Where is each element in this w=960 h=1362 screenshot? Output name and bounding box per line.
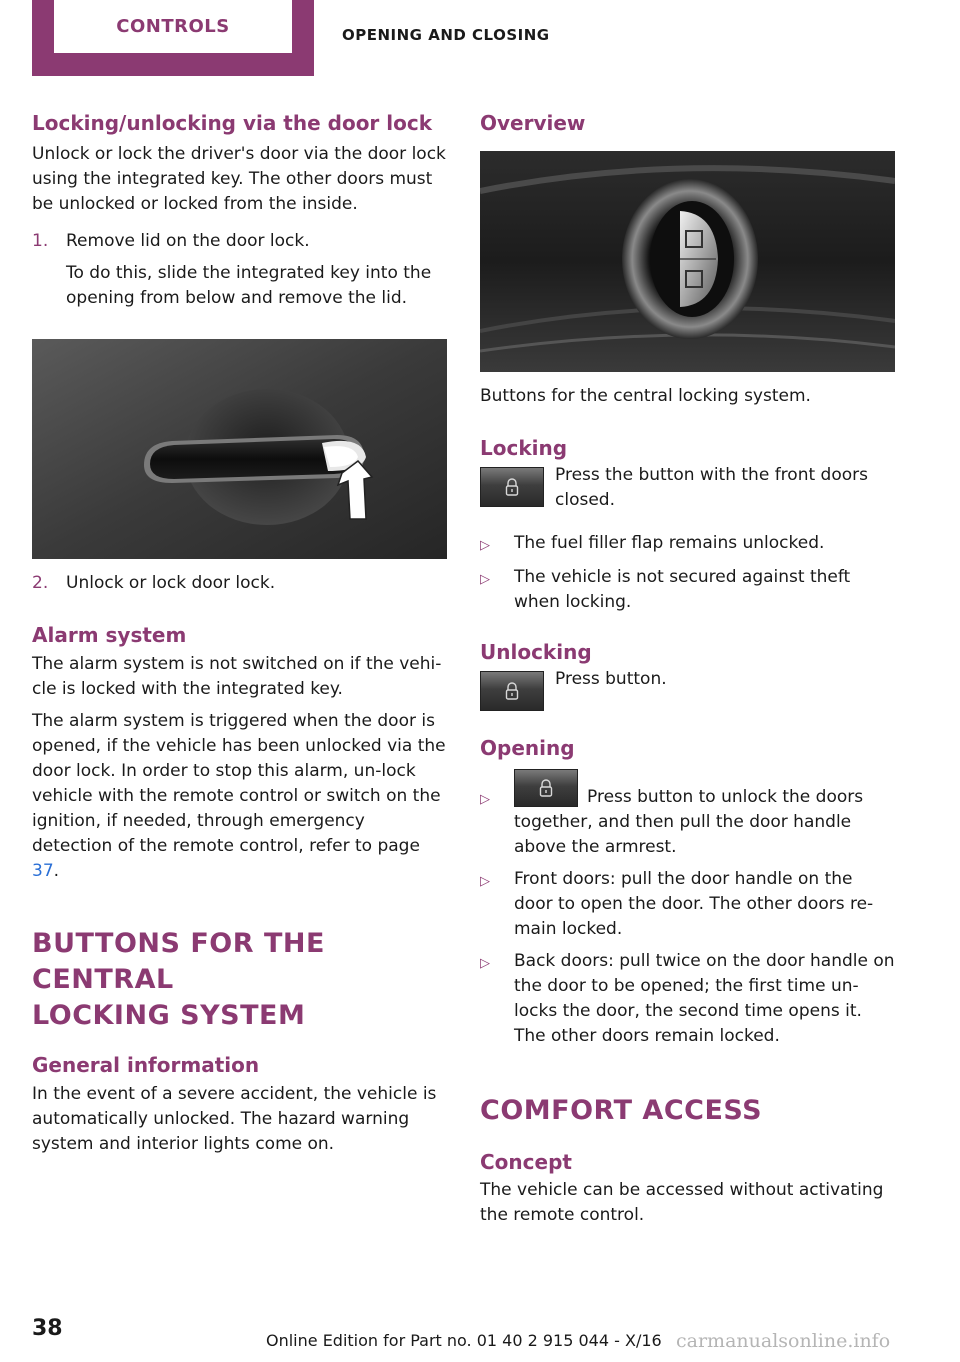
door-lock-heading: Locking/unlocking via the door lock <box>32 111 433 135</box>
locking-heading: Locking <box>480 436 568 460</box>
bullet-text: Back doors: pull twice on the door handle on the door to be opened; the first time un-locks the door, the second time opens it. The other doors remain locked. <box>514 951 895 1046</box>
triangle-right-icon: ▷ <box>480 538 490 553</box>
comfort-access-heading: COMFORT ACCESS <box>480 1095 763 1126</box>
concept-text: The vehicle can be accessed without activating the remote control. <box>480 1180 884 1225</box>
unlocking-instruction <box>480 671 896 711</box>
general-info-heading: General information <box>32 1053 260 1077</box>
bullet-text: Press button to unlock the doors together, and then pull the door handle above the armrest. <box>514 787 864 857</box>
section-tab-label: CONTROLS <box>54 0 292 53</box>
alarm-text-1: The alarm system is not switched on if the vehi-cle is locked with the integrated key. <box>32 654 442 699</box>
central-locking-heading-line-1: BUTTONS FOR THE CENTRAL <box>32 928 325 995</box>
lock-icon <box>538 779 554 797</box>
triangle-right-icon: ▷ <box>480 874 490 889</box>
door-handle-illustration <box>32 339 447 559</box>
opening-heading: Opening <box>480 736 575 760</box>
triangle-right-icon: ▷ <box>480 792 490 807</box>
step-2 <box>32 571 448 596</box>
chapter-title: OPENING AND CLOSING <box>342 26 550 44</box>
alarm-heading: Alarm system <box>32 623 187 647</box>
step-1-detail: To do this, slide the integrated key into the opening from below and remove the lid. <box>66 263 432 308</box>
locking-bullet <box>480 565 896 615</box>
step-number: 2. <box>32 573 49 593</box>
general-info-text: In the event of a severe accident, the vehicle is automatically unlocked. The hazard warning system and interior lights come on. <box>32 1084 437 1154</box>
door-lock-intro: Unlock or lock the driver's door via the door lock using the integrated key. The other doors must be unlocked or locked from the inside. <box>32 144 446 214</box>
concept-heading: Concept <box>480 1150 572 1174</box>
alarm-text-2-body: The alarm system is triggered when the door is opened, if the vehicle has been unlocked via the door lock. In order to stop this alarm, un-lock vehicle with the remote control or switch on the ignition, if needed, through emergency detection of the remote control, refer to page <box>32 711 446 856</box>
central-locking-photo <box>480 151 895 372</box>
bullet-text: Front doors: pull the door handle on the door to open the door. The other doors re-main locked. <box>514 869 874 939</box>
opening-bullet <box>480 769 896 860</box>
locking-bullet <box>480 531 896 558</box>
section-tab <box>32 0 314 76</box>
unlocking-text: Press button. <box>555 669 667 689</box>
opening-bullet <box>480 867 896 942</box>
overview-heading: Overview <box>480 111 586 135</box>
step-text: Unlock or lock door lock. <box>66 573 276 593</box>
opening-bullet-content <box>514 769 896 860</box>
door-handle-photo <box>32 339 447 559</box>
locking-instruction <box>480 467 896 513</box>
page-number: 38 <box>32 1316 63 1341</box>
triangle-right-icon: ▷ <box>480 956 490 971</box>
triangle-right-icon: ▷ <box>480 572 490 587</box>
right-column <box>480 108 896 1228</box>
central-locking-heading-line-2: LOCKING SYSTEM <box>32 1000 306 1031</box>
open-button-image <box>514 769 578 807</box>
alarm-text-2 <box>32 709 448 884</box>
unlock-button-image <box>480 671 544 711</box>
step-number: 1. <box>32 231 49 251</box>
locking-text: Press the button with the front doors closed. <box>555 465 868 510</box>
bullet-text: The fuel filler flap remains unlocked. <box>514 533 825 553</box>
bullet-text: The vehicle is not secured against theft when locking. <box>514 567 851 612</box>
edition-note: Online Edition for Part no. 01 40 2 915 044 - X/16 <box>266 1331 662 1350</box>
alarm-text-2-end: . <box>53 861 60 881</box>
watermark: carmanualsonline.info <box>676 1330 891 1352</box>
opening-bullet <box>480 949 896 1049</box>
central-locking-heading <box>32 926 448 1034</box>
central-locking-illustration <box>480 151 895 372</box>
step-text: Remove lid on the door lock. <box>66 231 310 251</box>
lock-icon <box>504 478 520 496</box>
overview-caption: Buttons for the central locking system. <box>480 386 811 406</box>
page-reference-link[interactable]: 37 <box>32 861 54 881</box>
lock-button-image <box>480 467 544 507</box>
lock-icon <box>504 682 520 700</box>
left-column <box>32 108 448 1157</box>
step-1 <box>32 229 448 254</box>
unlocking-heading: Unlocking <box>480 640 592 664</box>
